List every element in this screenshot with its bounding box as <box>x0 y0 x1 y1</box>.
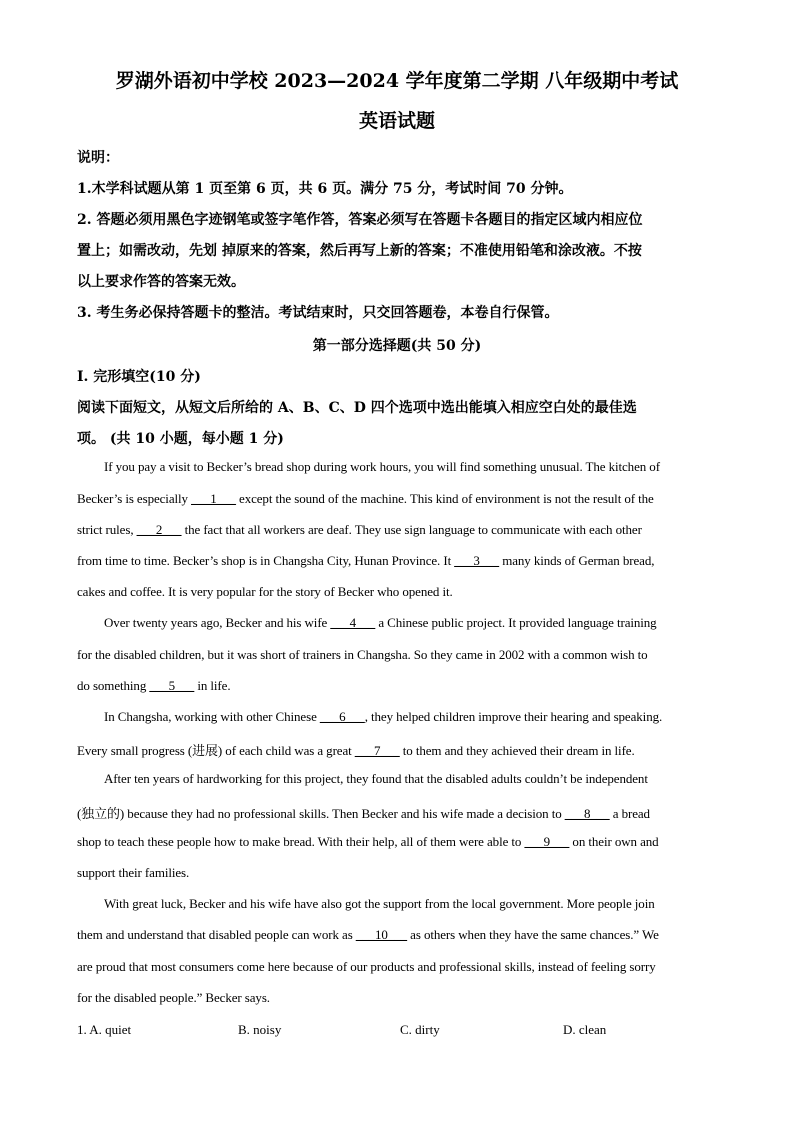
exam-subtitle: 英语试题 <box>358 110 435 132</box>
instruction-line-2a: 2. 答题必须用黑色字迹钢笔或签字笔作答，答案必须写在答题卡各题目的指定区域内相应位 <box>77 212 643 228</box>
passage-line <box>104 709 662 725</box>
passage-line: are proud that most consumers come here because of our products and professional skills, instead of feeling sorry <box>77 959 656 974</box>
option-b: B. noisy <box>238 1022 282 1037</box>
passage-text: to them and they achieved their dream in life. <box>399 743 635 758</box>
passage-line <box>77 522 642 538</box>
passage-text: strict rules, <box>77 522 137 537</box>
passage-text: except the sound of the machine. This kind of environment is not the result of the <box>235 491 654 506</box>
instruction-line-2c: 以上要求作答的答案无效。 <box>77 274 245 290</box>
section-title: I. 完形填空(10 分) <box>77 369 201 385</box>
passage-text: a bread <box>609 806 650 821</box>
passage-line <box>77 491 654 507</box>
blank-6: ___6___ <box>319 709 365 724</box>
blank-7: ___7___ <box>354 743 400 758</box>
passage-line: cakes and coffee. It is very popular for the story of Becker who opened it. <box>77 584 453 599</box>
passage-text: them and understand that disabled people can work as <box>77 927 356 942</box>
passage-line: After ten years of hardworking for this project, they found that the disabled adults couldn’t be independent <box>104 771 648 786</box>
directions-line-1: 阅读下面短文，从短文后所给的 A、B、C、D 四个选项中选出能填入相应空白处的最佳选 <box>77 400 637 416</box>
passage-text: Every small progress (进展) of each child was a great <box>77 743 355 758</box>
passage-line <box>104 615 657 631</box>
blank-2: ___2___ <box>136 522 182 537</box>
blank-9: ___9___ <box>524 834 570 849</box>
part-heading: 第一部分选择题(共 50 分) <box>312 338 482 354</box>
instruction-line-1: 1.木学科试题从第 1 页至第 6 页，共 6 页。满分 75 分，考试时间 70 分钟。 <box>77 181 573 197</box>
passage-text: do something <box>77 678 150 693</box>
passage-line: With great luck, Becker and his wife have also got the support from the local government. More people join <box>104 896 655 911</box>
passage-text: , they helped children improve their hearing and speaking. <box>364 709 663 724</box>
blank-1: ___1___ <box>191 491 236 506</box>
passage-text: many kinds of German bread, <box>499 553 655 568</box>
instruction-line-3: 3. 考生务必保持答题卡的整洁。考试结束时，只交回答题卷，本卷自行保管。 <box>77 305 559 321</box>
directions-line-2: 项。 (共 10 小题，每小题 1 分) <box>77 431 284 447</box>
passage-line <box>77 553 654 569</box>
passage-text: (独立的) because they had no professional skills. Then Becker and his wife made a decision to <box>77 806 565 821</box>
blank-4: ___4___ <box>330 615 376 630</box>
passage-text: on their own and <box>569 834 659 849</box>
passage-text: the fact that all workers are deaf. They use sign language to communicate with each other <box>181 522 642 537</box>
passage-text: shop to teach these people how to make bread. With their help, all of them were able to <box>77 834 525 849</box>
passage-line: support their families. <box>77 865 190 880</box>
passage-text: Becker’s is especially <box>77 491 192 506</box>
passage-line <box>77 803 650 822</box>
passage-text: from time to time. Becker’s shop is in Changsha City, Hunan Province. It <box>77 553 455 568</box>
blank-5: ___5___ <box>149 678 195 693</box>
passage-line <box>77 834 659 850</box>
passage-text: as others when they have the same chances.” We <box>407 927 659 942</box>
passage-line <box>77 927 659 943</box>
option-a: 1. A. quiet <box>77 1022 132 1037</box>
exam-title: 罗湖外语初中学校 2023—2024 学年度第二学期 八年级期中考试 <box>115 70 679 92</box>
passage-text: Over twenty years ago, Becker and his wife <box>104 615 331 630</box>
instruction-line-2b: 置上；如需改动，先划 掉原来的答案，然后再写上新的答案；不准使用铅笔和涂改液。不按 <box>77 243 642 259</box>
passage-line <box>77 740 635 759</box>
passage-line: for the disabled people.” Becker says. <box>77 990 270 1005</box>
option-c: C. dirty <box>400 1022 440 1037</box>
blank-10: ___10___ <box>355 927 408 942</box>
passage-line: for the disabled children, but it was short of trainers in Changsha. So they came in 2002 with a common wish to <box>77 647 648 662</box>
passage-text: in life. <box>194 678 231 693</box>
passage-line: If you pay a visit to Becker’s bread shop during work hours, you will find something unusual. The kitchen of <box>104 459 660 474</box>
blank-8: ___8___ <box>564 806 610 821</box>
passage-text: a Chinese public project. It provided language training <box>375 615 657 630</box>
passage-line <box>77 678 230 694</box>
option-d: D. clean <box>563 1022 607 1037</box>
passage-text: In Changsha, working with other Chinese <box>104 709 320 724</box>
blank-3: ___3___ <box>454 553 500 568</box>
instructions-heading: 说明： <box>77 150 119 166</box>
